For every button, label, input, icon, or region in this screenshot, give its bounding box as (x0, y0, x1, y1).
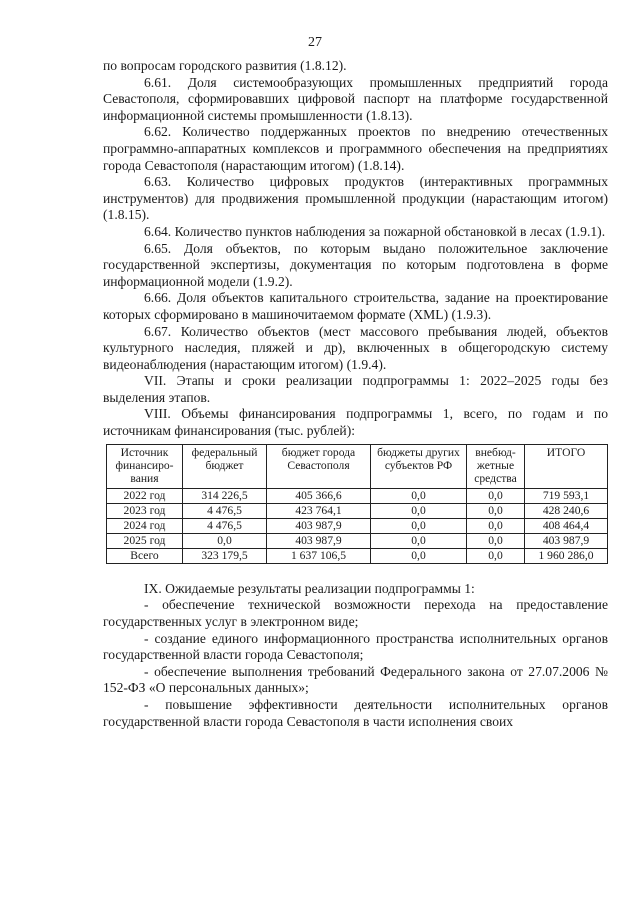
table-cell: 0,0 (467, 533, 525, 548)
spacer (103, 564, 608, 581)
section-ix: IX. Ожидаемые результаты реализации подпрограммы 1: (144, 580, 475, 596)
table-cell: 423 764,1 (267, 503, 371, 518)
table-cell: 0,0 (371, 518, 467, 533)
table-cell: 4 476,5 (183, 518, 267, 533)
column-header: бюджеты других субъектов РФ (371, 444, 467, 488)
table-cell: 2025 год (107, 533, 183, 548)
financing-table (106, 444, 608, 564)
paragraph-6-62: 6.62. Количество поддержанных проектов по внедрению отечественных программно-аппаратных комплексов и программного обеспечения на предприятиях города Севастополя (нарастающим итогом) (1.8.14). (103, 124, 608, 173)
table-cell: 0,0 (467, 503, 525, 518)
section-viii: VIII. Объемы финансирования подпрограммы 1, всего, по годам и по источникам финансирования (тыс. рублей): (103, 406, 608, 439)
paragraph-continuation: по вопросам городского развития (1.8.12). (103, 58, 347, 73)
table-row (107, 533, 608, 548)
column-header: Источник финансиро-вания (107, 444, 183, 488)
result-item: - обеспечение выполнения требований Федерального закона от 27.07.2006 № 152-ФЗ «О персональных данных»; (103, 663, 608, 696)
table-row (107, 518, 608, 533)
column-header: внебюд-жетные средства (467, 444, 525, 488)
table-cell: 403 987,9 (267, 518, 371, 533)
column-header: бюджет города Севастополя (267, 444, 371, 488)
paragraph-6-67: 6.67. Количество объектов (мест массового пребывания людей, объектов культурного наследия, пляжей и др), включенных в общегородскую систему видеонаблюдения (нарастающим итогом) (1.9.4). (103, 323, 608, 372)
table-cell: 408 464,4 (525, 518, 608, 533)
result-item: - обеспечение технической возможности перехода на предоставление государственных услуг в электронном виде; (103, 597, 608, 630)
paragraph-6-65: 6.65. Доля объектов, по которым выдано положительное заключение государственной экспертизы, документация по которым подготовлена в форме информационной модели (1.9.2). (103, 240, 608, 289)
document-body (103, 58, 608, 730)
result-item: - повышение эффективности деятельности исполнительных органов государственной власти города Севастополя в части исполнения своих (103, 697, 608, 729)
table-cell: 2022 год (107, 488, 183, 503)
table-cell: 314 226,5 (183, 488, 267, 503)
table-cell: 0,0 (371, 503, 467, 518)
table-cell: 1 637 106,5 (267, 548, 371, 563)
table-cell: 0,0 (371, 533, 467, 548)
paragraph-6-66: 6.66. Доля объектов капитального строительства, задание на проектирование которых сформировано в машиночитаемом формате (XML) (1.9.3). (103, 290, 608, 322)
table-cell: 0,0 (467, 488, 525, 503)
paragraph-6-61: 6.61. Доля системообразующих промышленных предприятий города Севастополя, сформировавших цифровой паспорт на платформе государственной информационной системы промышленности (1.8.13). (103, 74, 608, 123)
table-cell: 0,0 (371, 488, 467, 503)
table-cell: 0,0 (467, 518, 525, 533)
table-cell: 2024 год (107, 518, 183, 533)
section-vii: VII. Этапы и сроки реализации подпрограммы 1: 2022–2025 годы без выделения этапов. (103, 373, 608, 405)
table-row (107, 488, 608, 503)
table-cell: 428 240,6 (525, 503, 608, 518)
table-cell: 2023 год (107, 503, 183, 518)
table-cell: 403 987,9 (267, 533, 371, 548)
table-cell: 403 987,9 (525, 533, 608, 548)
table-row (107, 503, 608, 518)
table-cell: 1 960 286,0 (525, 548, 608, 563)
table-cell: Всего (107, 548, 183, 563)
column-header: ИТОГО (525, 444, 608, 488)
table-cell: 4 476,5 (183, 503, 267, 518)
paragraph-6-64: 6.64. Количество пунктов наблюдения за пожарной обстановкой в лесах (1.9.1). (144, 223, 606, 239)
table-total-row (107, 548, 608, 563)
table-header-row (107, 444, 608, 488)
table-cell: 719 593,1 (525, 488, 608, 503)
column-header: федеральный бюджет (183, 444, 267, 488)
table-cell: 405 366,6 (267, 488, 371, 503)
paragraph-6-63: 6.63. Количество цифровых продуктов (интерактивных программных инструментов) для продвижения промышленной продукции (нарастающим итогом) (1.8.15). (103, 174, 608, 223)
table-cell: 0,0 (371, 548, 467, 563)
table-cell: 0,0 (183, 533, 267, 548)
result-item: - создание единого информационного пространства исполнительных органов государственной власти города Севастополя; (103, 630, 608, 663)
table-cell: 0,0 (467, 548, 525, 563)
page-number: 27 (308, 35, 322, 50)
table-cell: 323 179,5 (183, 548, 267, 563)
